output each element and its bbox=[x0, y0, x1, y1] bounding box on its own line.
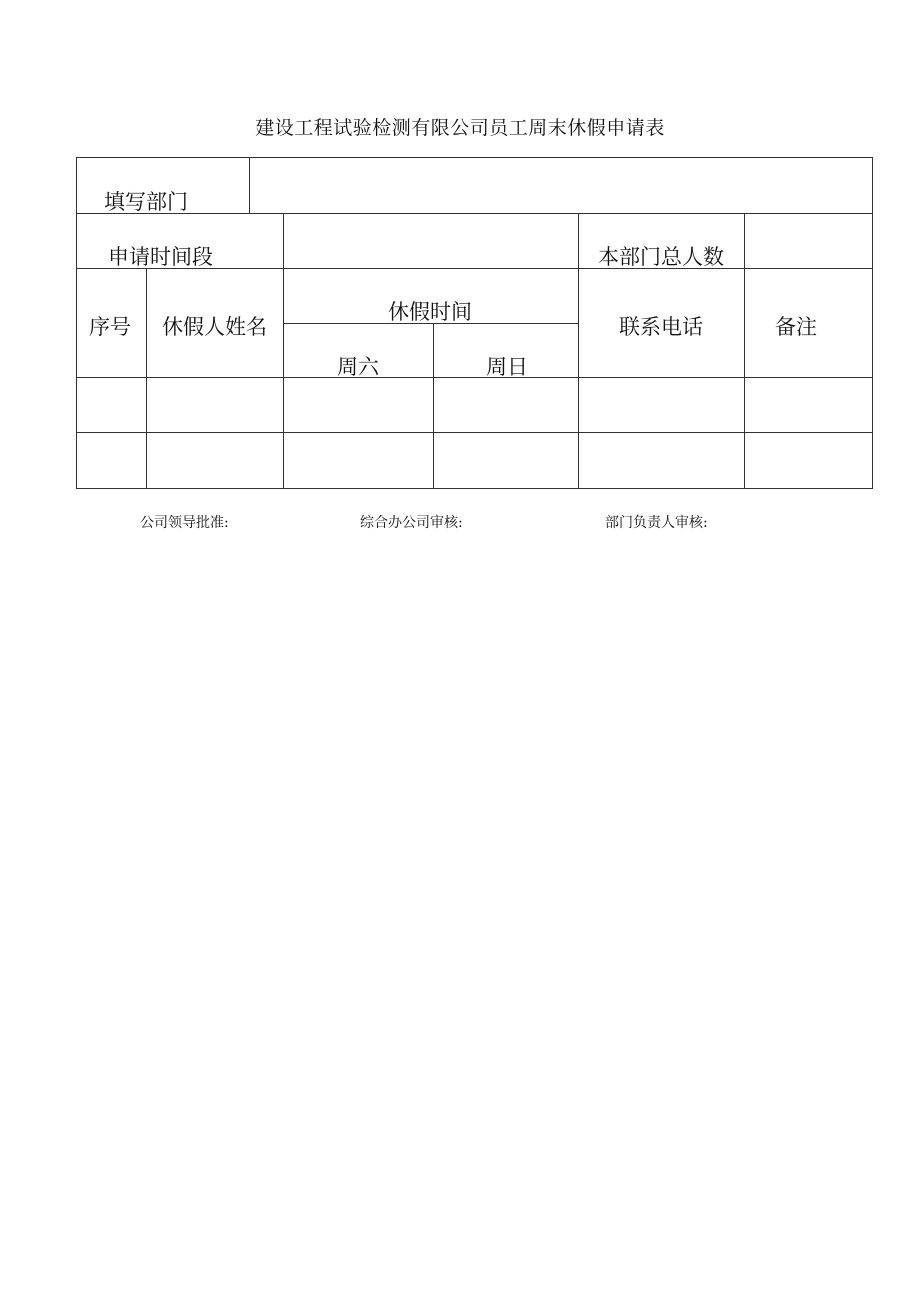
table-border-right bbox=[872, 157, 873, 489]
name-cell[interactable] bbox=[147, 378, 283, 432]
headcount-field[interactable] bbox=[745, 214, 872, 268]
phone-cell[interactable] bbox=[579, 433, 744, 488]
period-field[interactable] bbox=[284, 214, 578, 268]
leave-time-header: 休假时间 bbox=[388, 300, 472, 324]
seq-cell[interactable] bbox=[77, 378, 146, 432]
sunday-cell[interactable] bbox=[434, 378, 578, 432]
headcount-label: 本部门总人数 bbox=[598, 245, 724, 269]
phone-header: 联系电话 bbox=[619, 315, 703, 339]
office-review-label: 综合办公司审核: bbox=[360, 515, 463, 531]
phone-cell[interactable] bbox=[579, 378, 744, 432]
table-border-bottom bbox=[76, 488, 873, 489]
seq-header: 序号 bbox=[89, 315, 131, 339]
remark-header: 备注 bbox=[775, 315, 817, 339]
saturday-cell[interactable] bbox=[284, 433, 433, 488]
name-header: 休假人姓名 bbox=[162, 315, 267, 339]
dept-field[interactable] bbox=[250, 158, 872, 213]
period-label: 申请时间段 bbox=[108, 245, 213, 269]
saturday-cell[interactable] bbox=[284, 378, 433, 432]
seq-cell[interactable] bbox=[77, 433, 146, 488]
dept-head-review-label: 部门负责人审核: bbox=[605, 515, 708, 531]
remark-cell[interactable] bbox=[745, 433, 872, 488]
name-cell[interactable] bbox=[147, 433, 283, 488]
dept-label: 填写部门 bbox=[104, 190, 188, 214]
page-title: 建设工程试验检测有限公司员工周末休假申请表 bbox=[255, 117, 665, 139]
sunday-header: 周日 bbox=[486, 355, 528, 379]
saturday-header: 周六 bbox=[337, 355, 379, 379]
leader-approval-label: 公司领导批准: bbox=[140, 515, 229, 531]
sunday-cell[interactable] bbox=[434, 433, 578, 488]
remark-cell[interactable] bbox=[745, 378, 872, 432]
